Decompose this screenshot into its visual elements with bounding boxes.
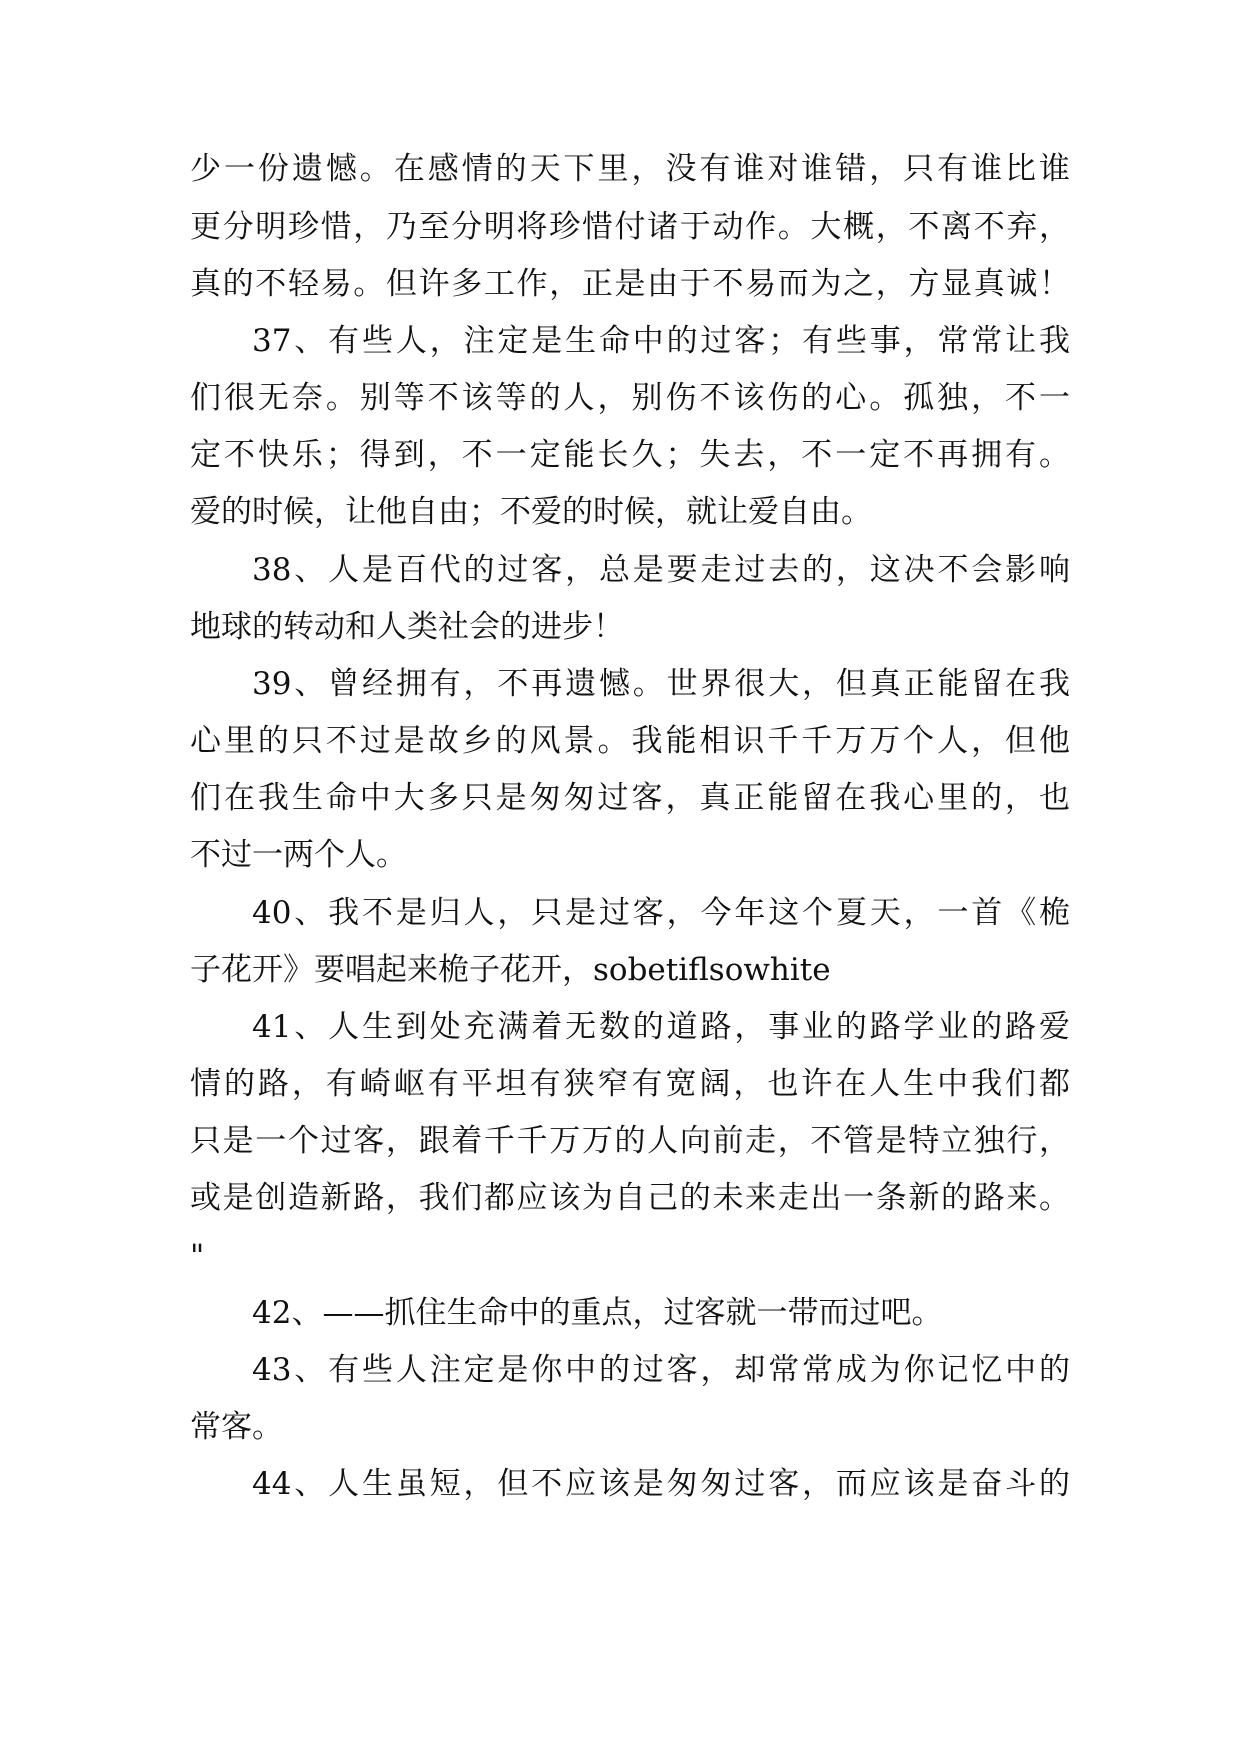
paragraph-38-start: 38、人是百代的过客，总是要走过去的，这决不会影响	[252, 552, 1070, 588]
text-line: 子花开》要唱起来桅子花开，sobetiflsowhite	[190, 952, 831, 988]
paragraph-44-start: 44、人生虽短，但不应该是匆匆过客，而应该是奋斗的	[252, 1466, 1070, 1502]
text-line: 少一份遗憾。在感情的天下里，没有谁对谁错，只有谁比谁	[190, 151, 1070, 187]
text-line: 真的不轻易。但许多工作，正是由于不易而为之，方显真诚！	[190, 266, 1070, 302]
paragraph-40-start: 40、我不是归人，只是过客，今年这个夏天，一首《桅	[252, 895, 1070, 931]
text-line: 地球的转动和人类社会的进步！	[190, 609, 624, 645]
paragraph-39-start: 39、曾经拥有，不再遗憾。世界很大，但真正能留在我	[252, 666, 1070, 702]
paragraph-42: 42、——抓住生命中的重点，过客就一带而过吧。	[252, 1295, 943, 1331]
text-line: 或是创造新路，我们都应该为自己的未来走出一条新的路来。	[190, 1180, 1070, 1216]
text-line: 情的路，有崎岖有平坦有狭窄有宽阔，也许在人生中我们都	[190, 1066, 1070, 1102]
text-line: 不过一两个人。	[190, 837, 407, 873]
text-line: 们很无奈。别等不该等的人，别伤不该伤的心。孤独，不一	[190, 380, 1070, 416]
paragraph-41-start: 41、人生到处充满着无数的道路，事业的路学业的路爱	[252, 1009, 1070, 1045]
paragraph-37-start: 37、有些人，注定是生命中的过客；有些事，常常让我	[252, 323, 1070, 359]
text-line: 心里的只不过是故乡的风景。我能相识千千万万个人，但他	[190, 723, 1070, 759]
text-line: "	[190, 1238, 205, 1274]
text-line: 定不快乐；得到，不一定能长久；失去，不一定不再拥有。	[190, 437, 1070, 473]
text-line: 们在我生命中大多只是匆匆过客，真正能留在我心里的，也	[190, 780, 1070, 816]
text-line: 更分明珍惜，乃至分明将珍惜付诸于动作。大概，不离不弃，	[190, 209, 1070, 245]
text-line: 爱的时候，让他自由；不爱的时候，就让爱自由。	[190, 494, 872, 530]
text-line: 只是一个过客，跟着千千万万的人向前走，不管是特立独行，	[190, 1123, 1070, 1159]
text-line: 常客。	[190, 1409, 283, 1445]
paragraph-43-start: 43、有些人注定是你中的过客，却常常成为你记忆中的	[252, 1352, 1070, 1388]
